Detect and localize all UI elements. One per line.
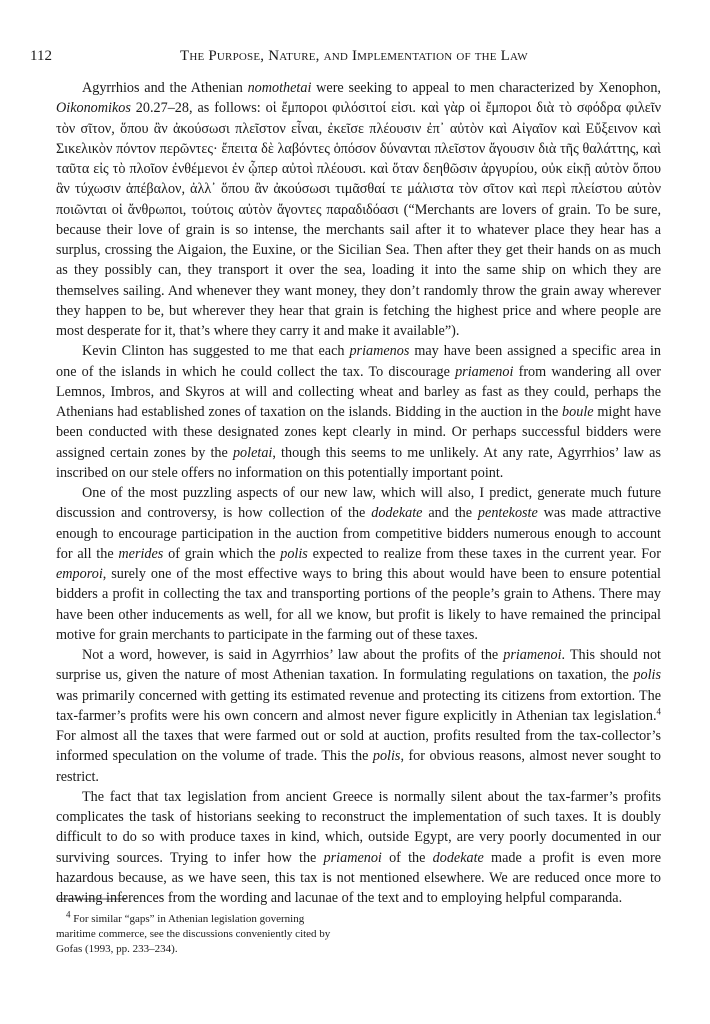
footnote-divider — [56, 898, 126, 900]
paragraph: The fact that tax legislation from ancient Greece is normally silent about the tax-farmer’s profits complicates the task of historians seeking to reconstruct the implementation of such taxes. It is doubly difficult to do so with produce taxes in kind, which, outside Egypt, are very poorly documented in our surviving sources. Trying to infer how the priamenoi of the dodekate made a profit is even more hazardous because, as we have seen, this tax is not mentioned elsewhere. We are reduced once more to drawing inferences from the wording and lacunae of the text and to employing helpful comparanda. — [56, 788, 662, 906]
paragraph: Agyrrhios and the Athenian nomothetai were seeking to appeal to men characterized by Xenophon, Oikonomikos 20.27–28, as follows: οἱ ἔμποροι φιλόσιτοί εἰσι. καὶ γὰρ οἱ ἔμποροι διὰ τὸ σφόδρα φιλεῖν τὸν σῖτον, ὅπου ἂν ἀκούσωσι πλεῖστον εἶναι, ἐκεῖσε πλέουσιν ἐπ᾽ αὐτὸν καὶ Αἰγαῖον καὶ Εὔξεινον καὶ Σικελικὸν πόντον περῶντες· ἔπειτα δὲ λαβόντες ὁπόσον δύνανται πλεῖστον ἄγουσιν διὰ τῆς θαλάττης, καὶ ταῦτα εἰς τὸ πλοῖον ἐνθέμενοι ἐν ᾧπερ αὐτοὶ πλέουσι. καὶ ὅταν δεηθῶσιν ἀργυρίου, οὐκ εἰκῇ αὐτὸν ὅπου ἂν τύχωσιν ἀπέβαλον, ἀλλ᾽ ὅπου ἂν ἀκούσωσι τιμᾶσθαί τε μάλιστα τὸν σῖτον καὶ περὶ πλείστου αὐτὸν ποιῶνται οἱ ἄνθρωποι, τούτοις αὐτὸν ἄγοντες παραδιδόασι (“Merchants are lovers of grain. To be sure, because their love of grain is so intense, the merchants sail after it to whatever place they hear has a surplus, crossing the Aigaion, the Euxine, or the Sicilian Sea. Then after they get their hands on as much as they possibly can, they transport it over the sea, loading it into the same ship on which they are themselves sailing. And whenever they want money, they don’t randomly throw the grain away wherever they happen to be, but wherever they hear that grain is fetching the highest price and where people are most desperate for it, that’s where they carry it and make it available”). — [56, 80, 661, 339]
running-head: The Purpose, Nature, and Implementation of the Law — [180, 48, 528, 64]
footnote-reference[interactable]: 4 — [656, 706, 661, 717]
footnote-number: 4 — [66, 909, 71, 920]
footnote-text: For similar “gaps” in Athenian legislation governing maritime commerce, see the discussions conveniently cited by Gofas (1993, pp. 233–234). — [56, 913, 331, 955]
paragraph: Kevin Clinton has suggested to me that each priamenos may have been assigned a specific area in one of the islands in which he could collect the tax. To discourage priamenoi from wandering all over Lemnos, Imbros, and Skyros at will and collecting wheat and barley as fast as they could, perhaps the Athenians had established zones of taxation on the islands. Bidding in the auction in the boule might have been conducted with these designated zones kept clearly in mind. Or perhaps successful bidders were assigned certain zones by the poletai, though this seems to me unlikely. At any rate, Agyrrhios’ law as inscribed on our stele offers no information on this potentially important point. — [56, 343, 661, 481]
body-text — [56, 78, 661, 908]
page-number: 112 — [30, 48, 52, 64]
footnote — [56, 909, 346, 957]
page-header — [30, 48, 680, 70]
paragraph: Not a word, however, is said in Agyrrhios’ law about the profits of the priamenoi. This should not surprise us, given the nature of most Athenian taxation. In formulating regulations on taxation, the polis was primarily concerned with getting its estimated revenue and protecting its citizens from extortion. The tax-farmer’s profits were his own concern and almost never figure explicitly in Athenian tax legislation.$^4$ For almost all the taxes that were farmed out or sold at auction, profits resulted from the tax-collector’s informed speculation on the volume of trade. This the polis, for obvious reasons, almost never sought to restrict. — [56, 647, 662, 785]
paragraph: One of the most puzzling aspects of our new law, which will also, I predict, generate much future discussion and controversy, is how collection of the dodekate and the pentekoste was made attractive enough to encourage participation in the auction from competitive bidders numerous enough to account for all the merides of grain which the polis expected to realize from these taxes in the current year. For emporoi, surely one of the most effective ways to bring this about would have been to ensure potential bidders a profit in collecting the tax and transporting portions of the people’s grain to Athens. There may have been other inducements as well, for all we know, but profit is likely to have remained the principal motive for grain merchants to participate in the farming out of these taxes. — [56, 485, 661, 643]
